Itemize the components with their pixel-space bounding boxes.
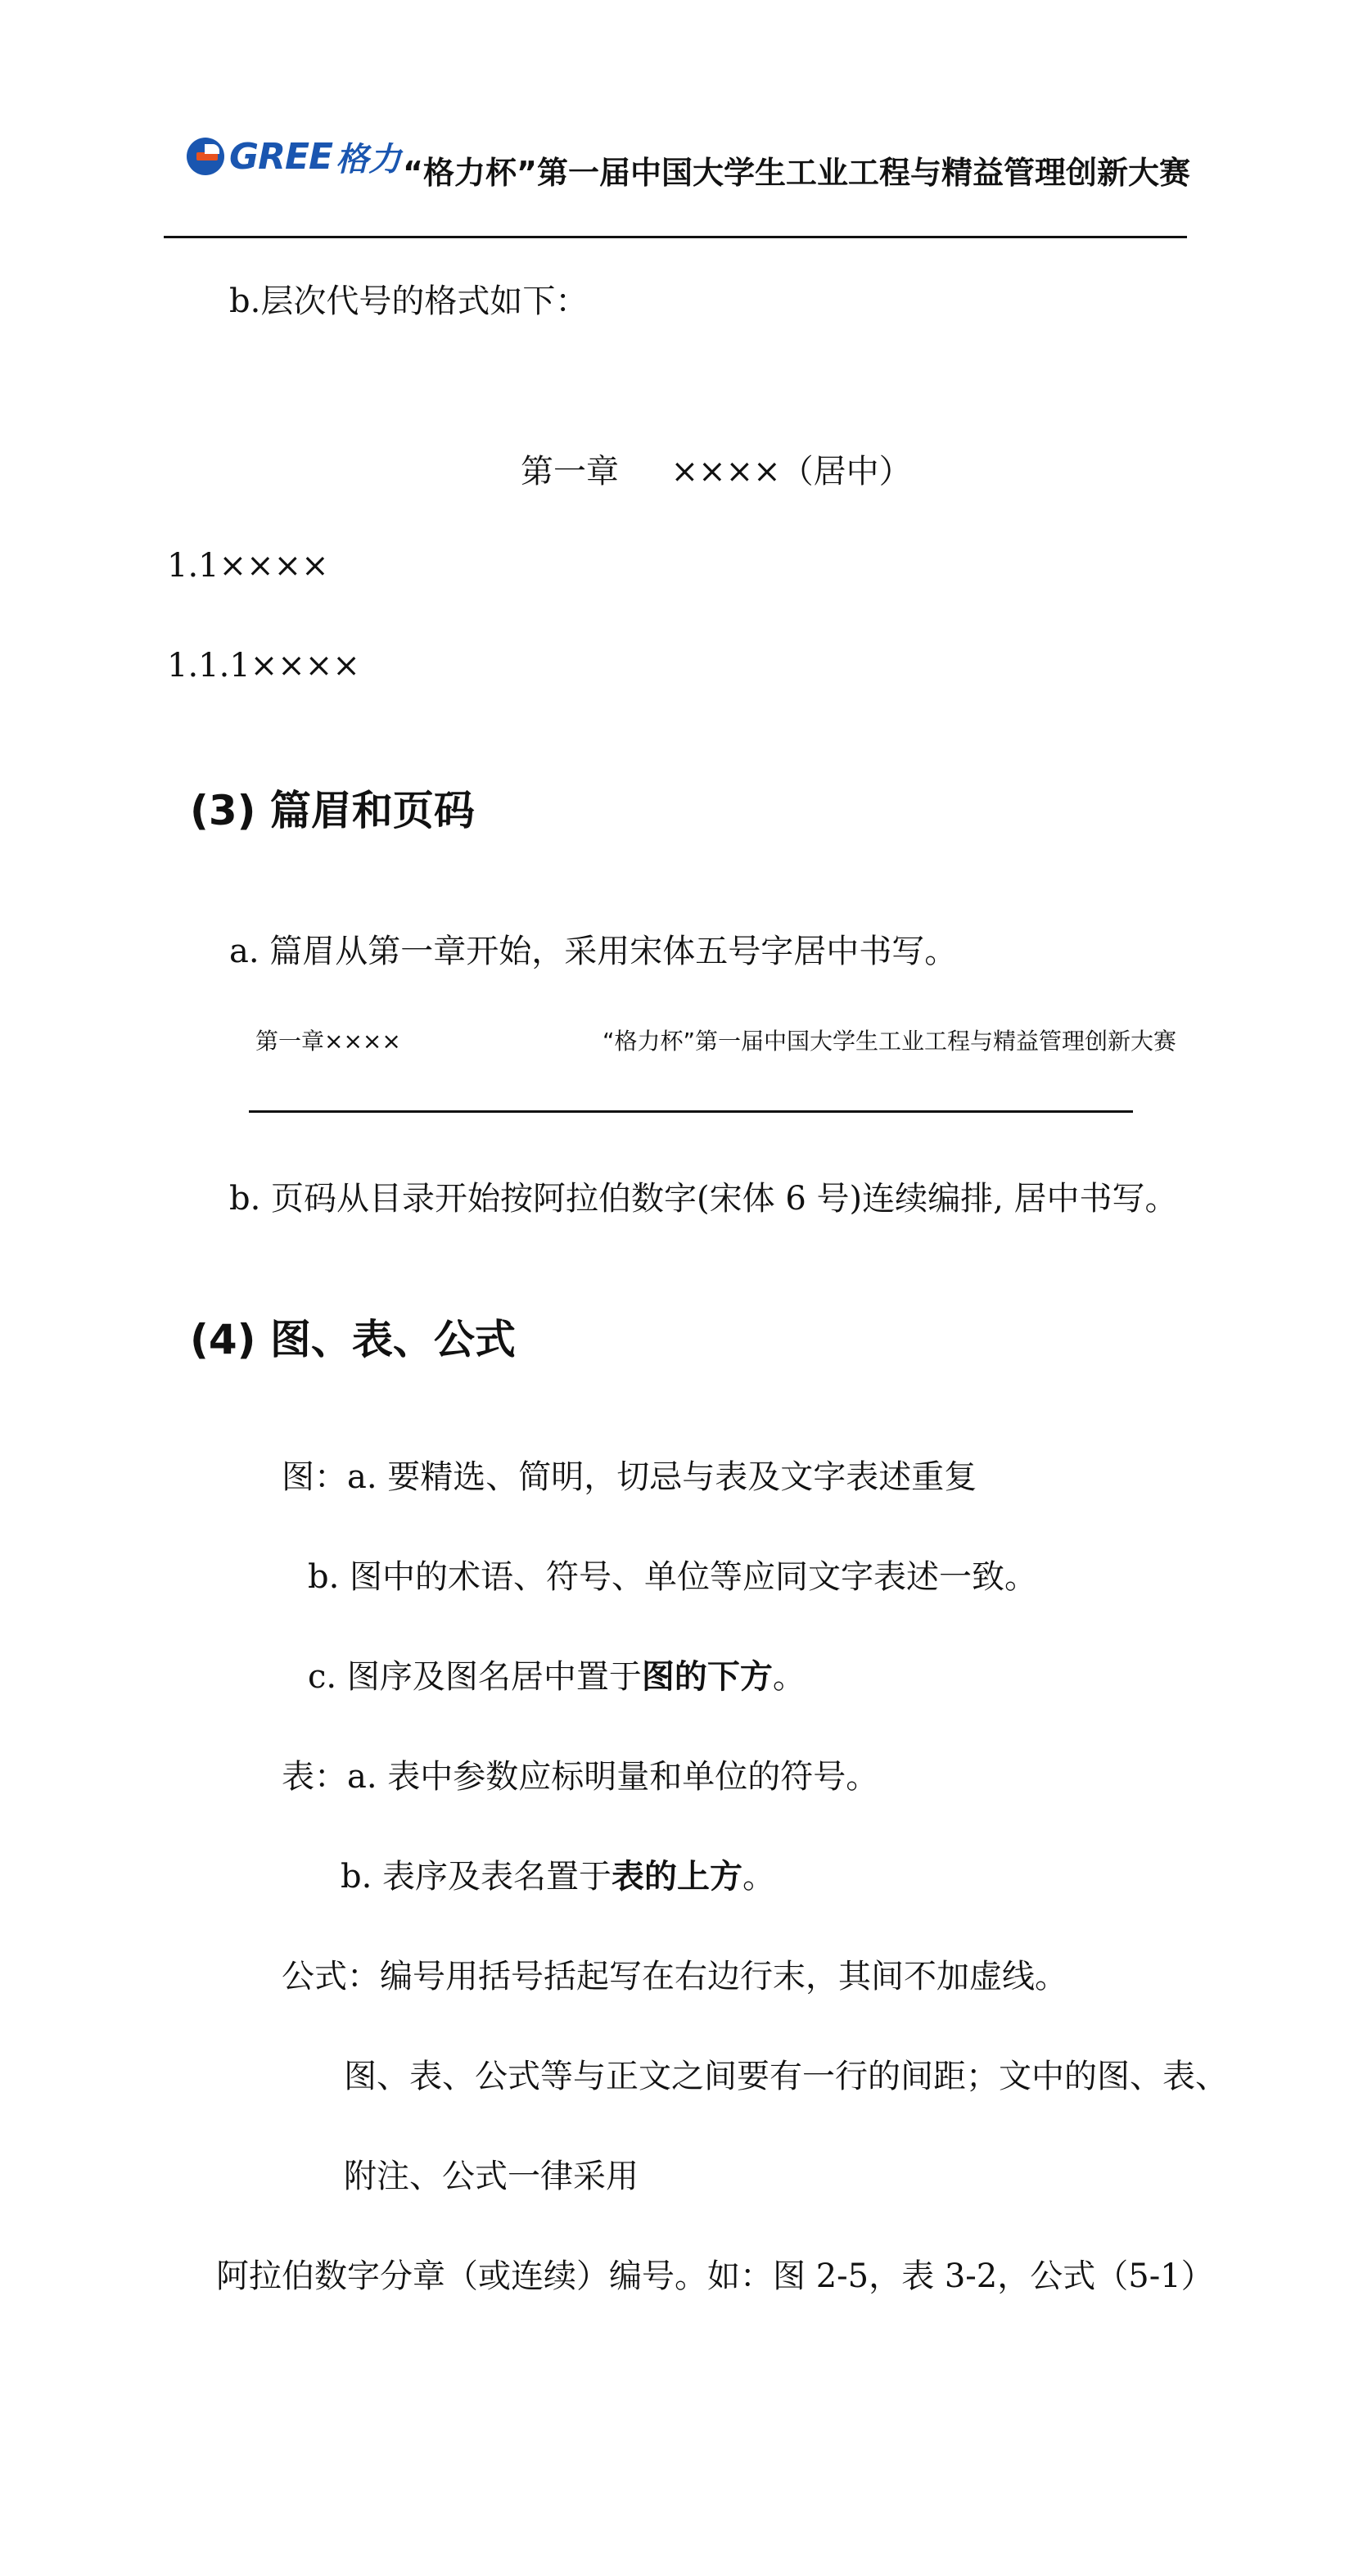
table-rule-b-bold: 表的上方 <box>612 1857 743 1896</box>
page-number-rule-b: b. 页码从目录开始按阿拉伯数字(宋体 6 号)连续编排, 居中书写。 <box>229 1180 1178 1218</box>
spacing-rule-line2: 附注、公式一律采用 <box>344 2158 639 2195</box>
figure-rule-a: 图：a. 要精选、简明，切忌与表及文字表述重复 <box>282 1458 977 1496</box>
table-rule-b-prefix: b. 表序及表名置于 <box>341 1858 612 1896</box>
header-rule-a: a. 篇眉从第一章开始，采用宋体五号字居中书写。 <box>229 933 958 970</box>
subsection-example: 1.1.1×××× <box>167 647 360 685</box>
figure-rule-b: b. 图中的术语、符号、单位等应同文字表述一致。 <box>308 1558 1038 1596</box>
table-rule-b <box>341 1851 775 1897</box>
figure-rule-c-prefix: c. 图序及图名居中置于 <box>308 1658 642 1696</box>
numbering-rule: 阿拉伯数字分章（或连续）编号。如：图 2-5，表 3-2，公式（5-1） <box>216 2257 1214 2295</box>
gree-logo-icon <box>187 138 224 175</box>
section-example: 1.1×××× <box>167 547 329 585</box>
logo-cn-text: 格力 <box>336 140 402 179</box>
chapter-example: 第一章 ××××（居中） <box>521 453 912 490</box>
table-rule-b-suffix: 。 <box>742 1858 776 1896</box>
format-intro: b.层次代号的格式如下： <box>229 282 589 320</box>
header-divider <box>164 236 1187 238</box>
figure-rule-c <box>308 1651 806 1697</box>
table-rule-a: 表：a. 表中参数应标明量和单位的符号。 <box>282 1758 879 1796</box>
spacing-rule-line1: 图、表、公式等与正文之间要有一行的间距；文中的图、表、 <box>344 2058 1228 2095</box>
figure-rule-c-bold: 图的下方 <box>641 1657 773 1696</box>
figure-rule-c-suffix: 。 <box>772 1658 806 1696</box>
heading-header-pagenum: (3) 篇眉和页码 <box>190 787 475 834</box>
sample-header-divider <box>249 1110 1133 1113</box>
heading-figure-table-formula: (4) 图、表、公式 <box>190 1316 516 1363</box>
gree-logo <box>187 131 401 182</box>
header-title: “格力杯”第一届中国大学生工业工程与精益管理创新大赛 <box>403 155 1190 191</box>
formula-rule: 公式：编号用括号括起写在右边行末，其间不加虚线。 <box>282 1958 1067 1995</box>
logo-text: GREE <box>229 135 333 178</box>
sample-header-right: “格力杯”第一届中国大学生工业工程与精益管理创新大赛 <box>603 1028 1177 1055</box>
sample-header-left: 第一章×××× <box>255 1028 401 1055</box>
